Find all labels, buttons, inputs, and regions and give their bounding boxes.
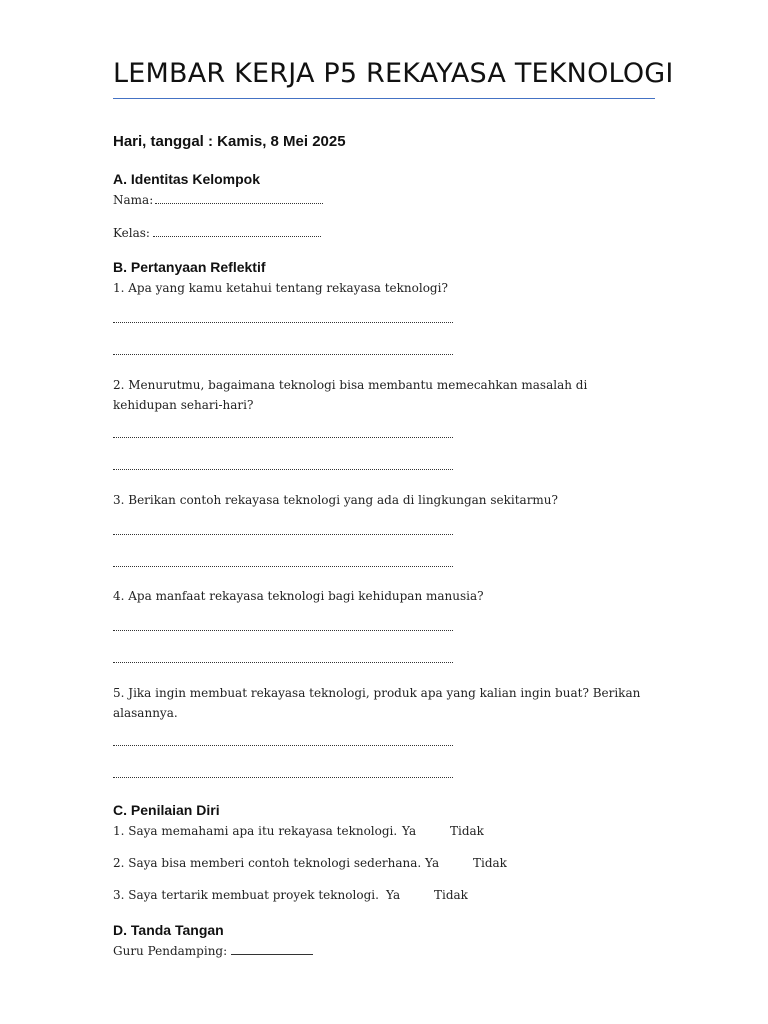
answer-line-1a[interactable]	[113, 322, 453, 323]
answer-line-3b[interactable]	[113, 566, 453, 567]
guru-pendamping-label: Guru Pendamping:	[113, 944, 228, 958]
date-line: Hari, tanggal : Kamis, 8 Mei 2025	[113, 133, 346, 150]
option-tidak-2[interactable]: Tidak	[473, 856, 507, 870]
answer-line-5b[interactable]	[113, 777, 453, 778]
question-3: 3. Berikan contoh rekayasa teknologi yang ada di lingkungan sekitarmu?	[113, 493, 558, 507]
page-title: LEMBAR KERJA P5 REKAYASA TEKNOLOGI	[113, 58, 674, 89]
self-assessment-item-3: 3. Saya tertarik membuat proyek teknologi.	[113, 888, 379, 902]
question-2: 2. Menurutmu, bagaimana teknologi bisa membantu memecahkan masalah di kehidupan sehari-hari?	[113, 378, 588, 412]
section-b-heading: B. Pertanyaan Reflektif	[113, 259, 266, 275]
question-4: 4. Apa manfaat rekayasa teknologi bagi kehidupan manusia?	[113, 589, 484, 603]
nama-field[interactable]	[113, 193, 153, 207]
signature-line[interactable]	[231, 944, 313, 955]
section-d-heading: D. Tanda Tangan	[113, 922, 224, 938]
section-a-heading: A. Identitas Kelompok	[113, 171, 261, 187]
nama-dotted-line	[155, 203, 323, 204]
kelas-label: Kelas:	[113, 226, 150, 240]
answer-line-5a[interactable]	[113, 745, 453, 746]
answer-line-2b[interactable]	[113, 469, 453, 470]
self-assessment-item-1: 1. Saya memahami apa itu rekayasa teknologi.	[113, 824, 398, 838]
self-assessment-item-2: 2. Saya bisa memberi contoh teknologi sederhana.	[113, 856, 422, 870]
guru-pendamping-field[interactable]	[113, 944, 313, 958]
answer-line-4b[interactable]	[113, 662, 453, 663]
option-ya-1[interactable]: Ya	[402, 824, 417, 838]
question-1: 1. Apa yang kamu ketahui tentang rekayasa teknologi?	[113, 281, 448, 295]
answer-line-3a[interactable]	[113, 534, 453, 535]
title-underline	[113, 98, 655, 99]
answer-line-4a[interactable]	[113, 630, 453, 631]
answer-line-2a[interactable]	[113, 437, 453, 438]
option-ya-2[interactable]: Ya	[425, 856, 440, 870]
answer-line-1b[interactable]	[113, 354, 453, 355]
kelas-field[interactable]	[113, 226, 150, 240]
option-tidak-3[interactable]: Tidak	[434, 888, 468, 902]
option-tidak-1[interactable]: Tidak	[450, 824, 484, 838]
kelas-dotted-line	[153, 236, 321, 237]
section-c-heading: C. Penilaian Diri	[113, 802, 220, 818]
nama-label: Nama:	[113, 193, 154, 207]
question-5: 5. Jika ingin membuat rekayasa teknologi, produk apa yang kalian ingin buat? Berikan alasannya.	[113, 686, 641, 720]
option-ya-3[interactable]: Ya	[386, 888, 401, 902]
